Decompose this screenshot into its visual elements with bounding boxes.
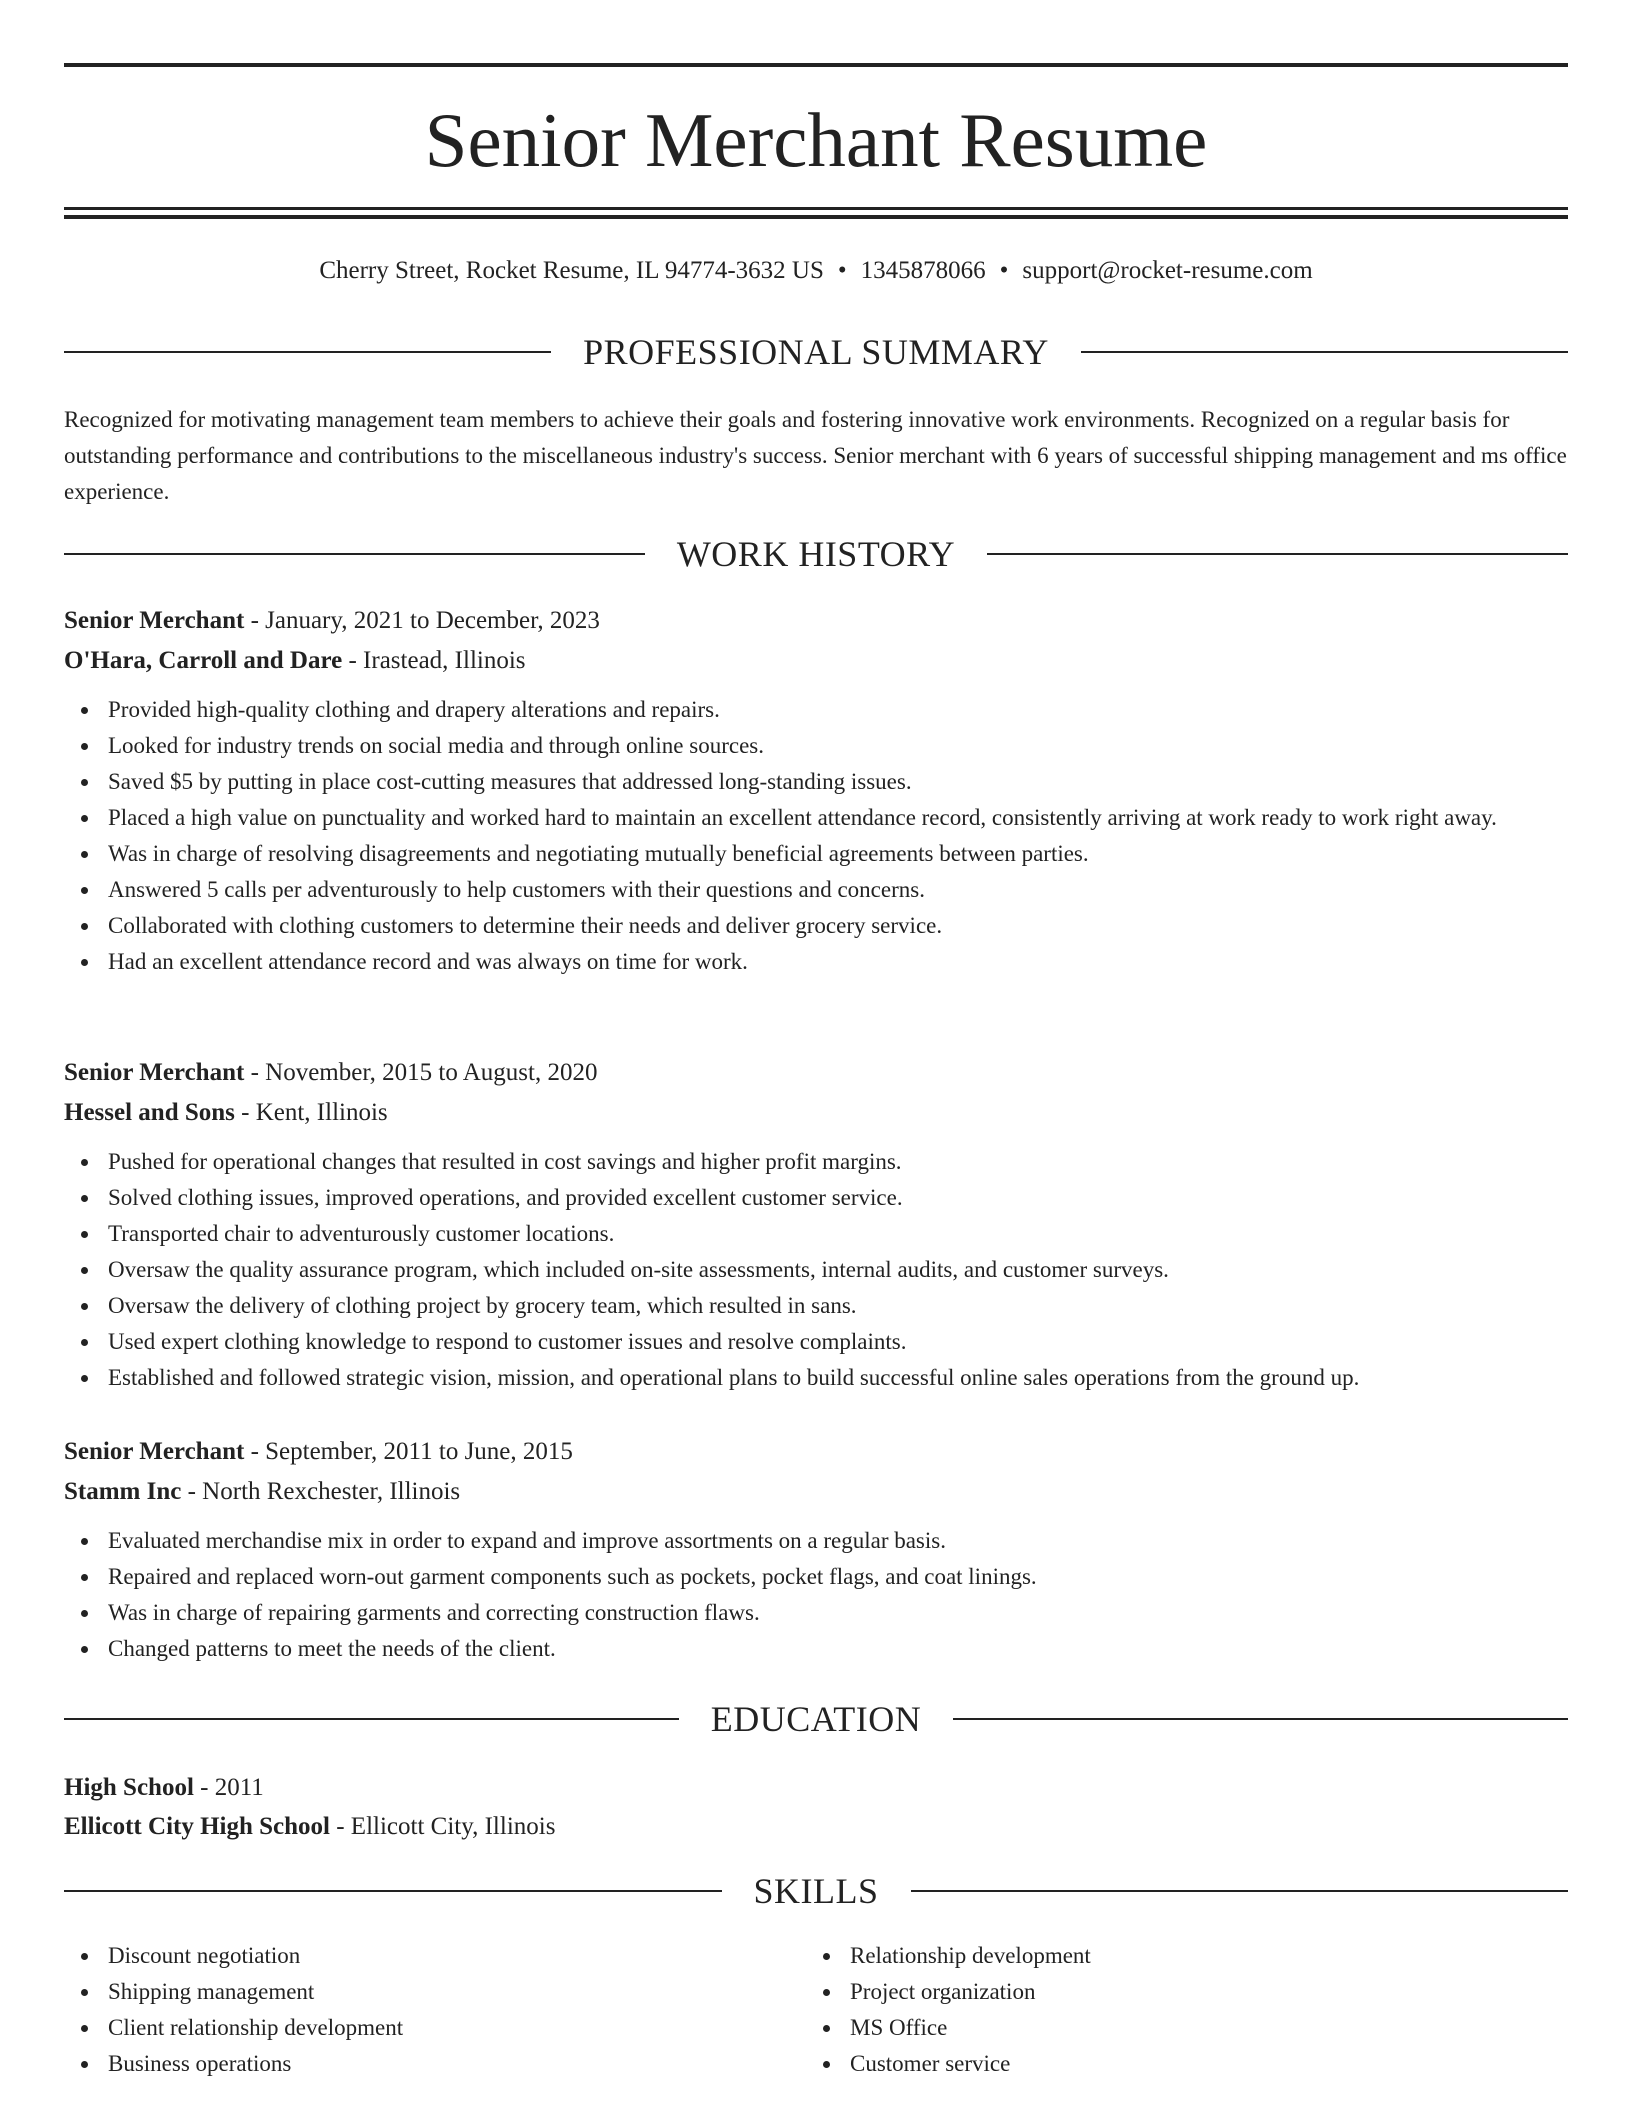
skills-list: [64, 1938, 1568, 2082]
skill-item: Business operations: [64, 2046, 806, 2082]
section-rule: [64, 553, 645, 555]
section-header-skills: [64, 1869, 1568, 1913]
job-bullet: Repaired and replaced worn-out garment components such as pockets, pocket flags, and coat linings.: [64, 1559, 1568, 1595]
section-rule: [64, 1718, 679, 1720]
section-rule: [987, 553, 1568, 555]
job-bullets: [64, 1523, 1568, 1667]
job-bullet: Transported chair to adventurously customer locations.: [64, 1216, 1568, 1252]
section-rule: [64, 1890, 722, 1892]
skill-item: MS Office: [806, 2010, 1548, 2046]
skills-column-left: [64, 1938, 806, 2082]
job-bullet: Evaluated merchandise mix in order to expand and improve assortments on a regular basis.: [64, 1523, 1568, 1559]
job-company-line: [64, 641, 1568, 681]
education-school: Ellicott City High School: [64, 1813, 330, 1840]
skill-item: Relationship development: [806, 1938, 1548, 1974]
job-title-line: [64, 1432, 1568, 1472]
skill-item: Shipping management: [64, 1974, 806, 2010]
section-header-education: [64, 1697, 1568, 1741]
job-title-line: [64, 1053, 1568, 1093]
education-location: - Ellicott City, Illinois: [329, 1813, 556, 1840]
job-company-line: [64, 1472, 1568, 1512]
job-entry: [64, 1432, 1568, 1667]
resume-title: Senior Merchant Resume: [424, 97, 1208, 183]
job-company: Stamm Inc: [64, 1478, 182, 1505]
section-header-work: [64, 532, 1568, 576]
section-header-summary: [64, 330, 1568, 374]
education-school-line: [64, 1807, 1568, 1846]
job-title: Senior Merchant: [64, 1438, 245, 1465]
section-rule: [953, 1718, 1568, 1720]
job-title: Senior Merchant: [64, 607, 245, 634]
contact-email: support@rocket-resume.com: [1022, 257, 1313, 284]
section-rule: [911, 1890, 1569, 1892]
contact-phone: 1345878066: [860, 257, 986, 284]
section-title-work: WORK HISTORY: [676, 534, 956, 574]
education-degree-line: [64, 1768, 1568, 1807]
job-bullet: Provided high-quality clothing and drapery alterations and repairs.: [64, 692, 1568, 728]
job-bullet: Saved $5 by putting in place cost-cutting measures that addressed long-standing issues.: [64, 764, 1568, 800]
section-title-skills: SKILLS: [753, 1871, 879, 1911]
header-double-rule: [64, 207, 1568, 219]
job-location: - North Rexchester, Illinois: [181, 1478, 461, 1505]
job-bullets: [64, 1144, 1568, 1396]
skill-item: Project organization: [806, 1974, 1548, 2010]
job-dates: - November, 2015 to August, 2020: [244, 1059, 598, 1086]
job-entry: [64, 1053, 1568, 1396]
job-company-line: [64, 1093, 1568, 1133]
skill-item: Discount negotiation: [64, 1938, 806, 1974]
section-rule: [64, 351, 551, 353]
job-bullet: Was in charge of resolving disagreements and negotiating mutually beneficial agreements between parties.: [64, 836, 1568, 872]
job-bullet: Solved clothing issues, improved operations, and provided excellent customer service.: [64, 1180, 1568, 1216]
job-bullet: Collaborated with clothing customers to determine their needs and deliver grocery service.: [64, 908, 1568, 944]
contact-address: Cherry Street, Rocket Resume, IL 94774-3632 US: [319, 257, 824, 284]
contact-line: [64, 255, 1568, 287]
contact-separator: •: [999, 257, 1009, 284]
job-bullet: Had an excellent attendance record and was always on time for work.: [64, 944, 1568, 980]
job-company: Hessel and Sons: [64, 1099, 235, 1126]
job-bullet: Placed a high value on punctuality and worked hard to maintain an excellent attendance record, consistently arriving at work ready to work right away.: [64, 800, 1568, 836]
job-bullet: Answered 5 calls per adventurously to help customers with their questions and concerns.: [64, 872, 1568, 908]
education-year: - 2011: [193, 1774, 264, 1801]
job-company: O'Hara, Carroll and Dare: [64, 647, 343, 674]
job-bullet: Looked for industry trends on social media and through online sources.: [64, 728, 1568, 764]
job-location: - Kent, Illinois: [234, 1099, 388, 1126]
job-dates: - September, 2011 to June, 2015: [244, 1438, 573, 1465]
section-title-summary: PROFESSIONAL SUMMARY: [583, 332, 1049, 372]
job-entry: [64, 601, 1568, 980]
skill-item: Customer service: [806, 2046, 1548, 2082]
job-bullets: [64, 692, 1568, 980]
job-location: - Irastead, Illinois: [342, 647, 526, 674]
header-top-rule: [64, 63, 1568, 67]
job-bullet: Was in charge of repairing garments and correcting construction flaws.: [64, 1595, 1568, 1631]
section-rule: [1081, 351, 1568, 353]
section-title-education: EDUCATION: [710, 1699, 922, 1739]
job-dates: - January, 2021 to December, 2023: [244, 607, 600, 634]
job-bullet: Oversaw the delivery of clothing project by grocery team, which resulted in sans.: [64, 1288, 1568, 1324]
job-bullet: Changed patterns to meet the needs of the client.: [64, 1631, 1568, 1667]
job-bullet: Used expert clothing knowledge to respond to customer issues and resolve complaints.: [64, 1324, 1568, 1360]
skills-column-right: [806, 1938, 1548, 2082]
job-title-line: [64, 601, 1568, 641]
summary-text: Recognized for motivating management team members to achieve their goals and fostering innovative work environments. Recognized on a regular basis for outstanding performance and contributions to the miscellaneous industry's success. Senior merchant with 6 years of successful shipping management and ms office experience.: [64, 407, 1567, 504]
job-bullet: Pushed for operational changes that resulted in cost savings and higher profit margins.: [64, 1144, 1568, 1180]
contact-separator: •: [837, 257, 847, 284]
job-title: Senior Merchant: [64, 1059, 245, 1086]
skill-item: Client relationship development: [64, 2010, 806, 2046]
job-bullet: Oversaw the quality assurance program, which included on-site assessments, internal audits, and customer surveys.: [64, 1252, 1568, 1288]
job-bullet: Established and followed strategic vision, mission, and operational plans to build successful online sales operations from the ground up.: [64, 1360, 1568, 1396]
education-entry: [64, 1768, 1568, 1846]
education-degree: High School: [64, 1774, 194, 1801]
